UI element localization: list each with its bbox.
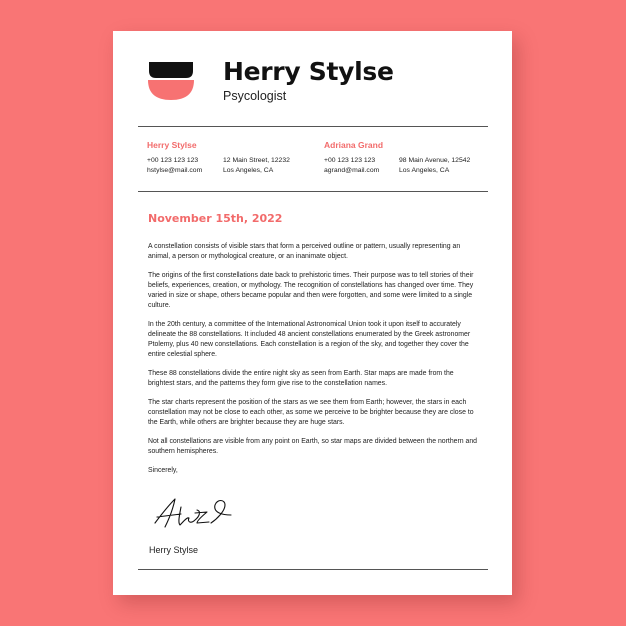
closing-line: Sincerely,: [148, 467, 178, 474]
logo-top-shape: [149, 62, 193, 78]
sender-phone: +00 123 123 123: [147, 157, 199, 164]
letter-date: November 15th, 2022: [148, 212, 283, 225]
contact-divider: [138, 191, 488, 192]
sender-city: Los Angeles, CA: [223, 167, 274, 174]
recipient-city: Los Angeles, CA: [399, 167, 450, 174]
letter-body: [148, 242, 478, 485]
recipient-email: agrand@mail.com: [324, 167, 380, 174]
sender-email: hstylse@mail.com: [147, 167, 203, 174]
paragraph: The origins of the first constellations date back to prehistoric times. Their purpose was to tell stories of their beliefs, experiences, creation, or mythology. The recognition of constellations has changed over time. They varied in size or shape, others became popular and then were forgotten, and some were limited to a single culture.: [148, 272, 474, 309]
recipient-phone: +00 123 123 123: [324, 157, 376, 164]
sender-name: Herry Stylse: [147, 140, 197, 150]
top-divider: [138, 126, 488, 127]
paragraph: A constellation consists of visible stars that form a perceived outline or pattern, usually representing an animal, a person or mythological creature, or an inanimate object.: [148, 243, 461, 260]
paragraph: Not all constellations are visible from any point on Earth, so star maps are divided between the northern and southern hemispheres.: [148, 438, 478, 455]
letter-page: [113, 31, 512, 595]
sender-street: 12 Main Street, 12232: [223, 157, 290, 164]
logo-bottom-shape: [148, 80, 194, 100]
logo-icon: [147, 61, 195, 101]
page-title: Herry Stylse: [223, 57, 394, 86]
signer-name: Herry Stylse: [149, 545, 199, 555]
paragraph: The star charts represent the position of the stars as we see them from Earth; however, the stars in each constellation may not be close to each other, as some we perceive to be brighter because they are close to the Earth, while others are brighter because they are huge stars.: [148, 399, 474, 426]
job-title: Psycologist: [223, 89, 287, 103]
recipient-name: Adriana Grand: [324, 140, 384, 150]
paragraph: In the 20th century, a committee of the International Astronomical Union took it upon itself to accurately delineate the 88 constellations. It included 48 ancient constellations enumerated by the Greek astronomer Ptolemy, plus 40 new constellations. Each constellation is a region of the sky, and together they cover the entire celestial sphere.: [148, 321, 471, 358]
paragraph: These 88 constellations divide the entire night sky as seen from Earth. Star maps are made from the brightest stars, and the patterns they form give rise to the constellation names.: [148, 370, 454, 387]
signature-image: [151, 493, 237, 533]
bottom-divider: [138, 569, 488, 570]
recipient-street: 98 Main Avenue, 12542: [399, 157, 471, 164]
